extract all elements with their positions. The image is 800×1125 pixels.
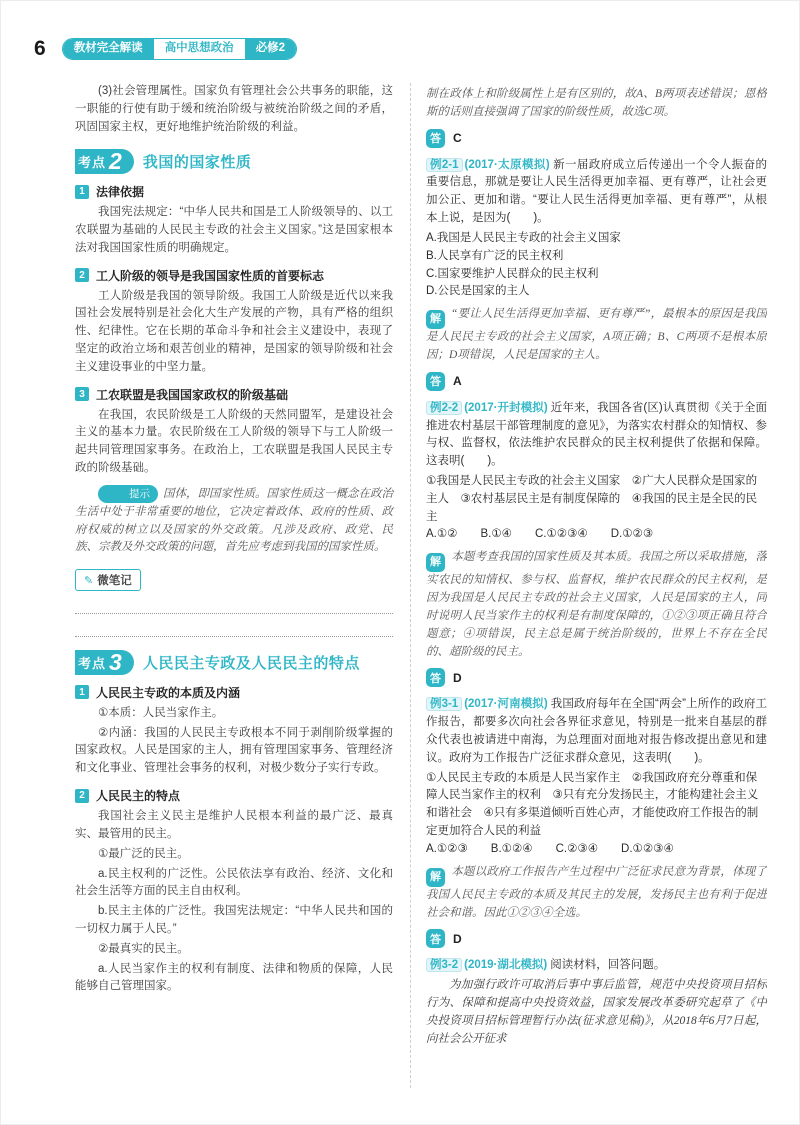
option-b: B.人民享有广泛的民主权利 [426,249,564,262]
analysis-block [426,549,767,661]
carryover-paragraph: (3)社会管理属性。国家负有管理社会公共事务的职能，这一职能的行使有助于缓和统治阶级与被统治阶级之间的矛盾，巩固国家主权，更好地维护统治阶级的利益。 [75,85,393,133]
example-2-2 [426,400,767,688]
analysis-text: 制在政体上和阶级属性上是有区别的，故A、B两项表述错误；恩格斯的话则直接强调了国家的阶级性质，故选C项。 [426,88,767,118]
example-source: (2019·湖北模拟) [464,959,548,972]
example-question-text: 阅读材料，回答问题。 [550,959,666,972]
example-label: 例3-1 [426,697,462,711]
section-democracy-features [75,787,393,996]
numbered-statements: ①人民民主专政的本质是人民当家作主 ②我国政府充分尊重和保障人民当家作主的权利 ③只有充分发扬民主，才能构建社会主义和谐社会 ④只有多渠道倾听百姓心声，才能使政府工作报告的制定更加符合人民的利益 [426,771,759,838]
content-columns [75,81,767,1088]
example-label: 例2-2 [426,401,462,415]
example-question [426,400,767,471]
section-number: 1 [75,685,89,699]
brand-title: 教材完全解读 [63,39,154,59]
answer-row [426,129,767,148]
micro-note-badge [75,569,141,591]
section-heading [75,386,393,403]
example-question [426,696,767,767]
answer-row [426,668,767,687]
answer-value: D [453,670,462,685]
section-legal-basis [75,183,393,257]
micro-note-label: 微笔记 [97,575,132,588]
left-column [75,81,393,1088]
section-body: 在我国，农民阶级是工人阶级的天然同盟军，是建设社会主义的基本力量。农民阶级在工人阶级的领导下与工人阶级一起共同管理国家事务。在政治上，工农联盟是我国人民民主专政的阶级基础。 [75,408,393,475]
section-number: 2 [75,789,89,803]
micro-note [75,569,393,637]
kaodian-label: 考点 [78,655,107,671]
tip-block [75,485,393,557]
example-3-1 [426,696,767,948]
section-title: 工农联盟是我国国家政权的阶级基础 [96,387,289,402]
analysis-badge: 解 [426,310,445,329]
section-heading [75,267,393,284]
kaodian-2-header [75,149,393,174]
tip-badge: 提示 [98,485,158,503]
answer-row [426,372,767,391]
answer-badge: 答 [426,129,445,148]
kaodian-number: 3 [109,649,122,676]
answer-badge: 答 [426,929,445,948]
brand-subject: 高中思想政治 [154,39,245,59]
section-body: 我国宪法规定：“中华人民共和国是工人阶级领导的、以工农联盟为基础的人民民主专政的社会主义国家。”这是国家根本法对我国国家性质的明确规定。 [75,206,393,254]
note-writing-line [75,614,393,637]
example-3-2 [426,957,767,1048]
analysis-text: “要让人民生活得更加幸福、更有尊严”，最根本的原因是我国是人民民主专政的社会主义国家，A项正确；B、C两项不是根本原因；D项错误，人民是国家的主人。 [426,308,767,361]
example-source: (2017·河南模拟) [464,698,548,711]
analysis-badge: 解 [426,868,445,887]
section-body: ②内涵：我国的人民民主专政根本不同于剥削阶级掌握的国家政权。人民是国家的主人，拥有管理国家事务、管理经济和文化事业、管理社会事务的权利，对极少数分子实行专政。 [75,726,393,775]
option-d: D.公民是国家的主人 [426,285,530,298]
section-number: 1 [75,185,89,199]
section-body: ①本质：人民当家作主。 [98,706,224,719]
options-line: A.①②③ B.①②④ C.②③④ D.①②③④ [426,842,674,855]
section-body: ②最真实的民主。 [98,942,189,955]
kaodian-badge [75,149,134,174]
section-body: a.民主权利的广泛性。公民依法享有政治、经济、文化和社会生活等方面的民主自由权利。 [75,867,393,898]
header-brand-bar [62,38,297,60]
example-question [426,157,767,228]
tip-text: 国体，即国家性质。国家性质这一概念在政治生活中处于非常重要的地位，它决定着政体、政府的性质、政府权威的树立以及国家的外交政策。凡涉及政府、政党、民族、宗教及外交政策的问题，首先应考虑到我国的国家性质。 [75,487,393,554]
section-body: 工人阶级是我国的领导阶级。我国工人阶级是近代以来我国社会发展特别是社会化大生产发展的产物，具有严格的组织性、纪律性。它在长期的革命斗争和社会主义建设中，表现了坚定的政治立场和艰苦创业的精神，是国家的领导阶级和社会主义建设事业的中坚力量。 [75,289,393,373]
note-writing-line [75,591,393,614]
kaodian-title: 我国的国家性质 [142,154,252,172]
answer-badge: 答 [426,668,445,687]
kaodian-3-header [75,650,393,675]
numbered-statements: ①我国是人民民主专政的社会主义国家 ②广大人民群众是国家的主人 ③农村基层民主是有制度保障的 ④我国的民主是全民的民主 [426,475,758,523]
section-title: 人民民主专政的本质及内涵 [96,685,241,700]
section-essence-connotation [75,684,393,778]
brand-volume: 必修2 [245,39,296,59]
example-question-text: 新一届政府成立后传递出一个令人振奋的重要信息，那就是要让人民生活得更加幸福、更有尊严，让社会更加公正、更加和谐。“要让人民生活得更加幸福、更有尊严”，从根本上说，是因为( )。 [426,158,767,225]
section-title: 法律依据 [96,185,145,200]
analysis-text: 本题以政府工作报告产生过程中广泛征求民意为背景，体现了我国人民民主专政的本质及其民主的发展，发扬民主也有利于促进社会和谐。因此①②③④全选。 [426,865,767,919]
example-label: 例3-2 [426,958,462,972]
section-title: 工人阶级的领导是我国国家性质的首要标志 [96,268,325,283]
page-number: 6 [34,37,46,60]
kaodian-number: 2 [109,148,122,175]
analysis-block [426,306,767,365]
answer-value: C [453,131,462,146]
column-divider [410,83,411,1088]
section-title: 人民民主的特点 [96,789,181,804]
section-heading [75,787,393,804]
analysis-badge: 解 [426,553,445,572]
analysis-text: 本题考查我国的国家性质及其本质。我国之所以采取措施，落实农民的知情权、参与权、监督权，维护农民群众的民主权利，是因为我国是人民民主专政的社会主义国家，人民是国家的主人，同时说明人民当家作主的权利是有制度保障的，①②③项正确且符合题意；④项错误，民主总是属于统治阶级的，世界上不存在全民的、超阶级的民主。 [426,551,767,658]
kaodian-badge [75,650,134,675]
material-text: 为加强行政许可取消后事中事后监管，规范中央投资项目招标行为、保障和提高中央投资效益，国家发展改革委研究起草了《中央投资项目招标管理暂行办法(征求意见稿)》，从2018年6月7日起，向社会公开征求 [426,979,767,1045]
section-worker-peasant-alliance [75,386,393,478]
section-number: 3 [75,387,89,401]
kaodian-label: 考点 [78,155,107,171]
example-label: 例2-1 [426,158,463,172]
section-body: ①最广泛的民主。 [98,847,189,860]
section-working-class [75,267,393,377]
example-question-text: 近年来，我国各省(区)认真贯彻《关于全面推进农村基层干部管理制度的意见》，为落实农村群众的知情权、参与权、监督权，依法维护农民群众的民主权利提供了依据和保障。这表明( )。 [426,401,767,468]
answer-value: D [453,931,462,946]
section-heading [75,684,393,701]
example-2-1 [426,157,767,391]
pencil-icon: ✎ [84,574,94,587]
section-body: b.民主主体的广泛性。我国宪法规定：“中华人民共和国的一切权力属于人民。” [75,905,393,935]
page-header [34,37,297,61]
carryover-analysis [426,86,767,122]
example-question-text: 我国政府每年在全国“两会”上所作的政府工作报告，都要多次向社会各界征求意见，特别是一批来自基层的群众代表也被请进中南海，为总理面对面地对报告修改提出意见和建议。政府为工作报告广泛征求群众意见，这表明( )。 [426,698,767,764]
answer-row [426,929,767,948]
option-a: A.我国是人民民主专政的社会主义国家 [426,231,621,244]
example-source: (2017·太原模拟) [464,158,550,171]
section-body: 我国社会主义民主是维护人民根本利益的最广泛、最真实、最管用的民主。 [75,810,393,840]
section-number: 2 [75,268,89,282]
kaodian-title: 人民民主专政及人民民主的特点 [142,654,360,672]
answer-badge: 答 [426,372,445,391]
example-question [426,957,767,975]
analysis-block [426,864,767,923]
section-heading [75,183,393,200]
options-line: A.①② B.①④ C.①②③④ D.①②③ [426,528,654,541]
option-c: C.国家要维护人民群众的民主权利 [426,267,599,280]
answer-value: A [453,374,462,389]
right-column [426,81,767,1088]
example-source: (2017·开封模拟) [464,401,548,414]
section-body: a.人民当家作主的权利有制度、法律和物质的保障，人民能够自己管理国家。 [75,962,393,993]
